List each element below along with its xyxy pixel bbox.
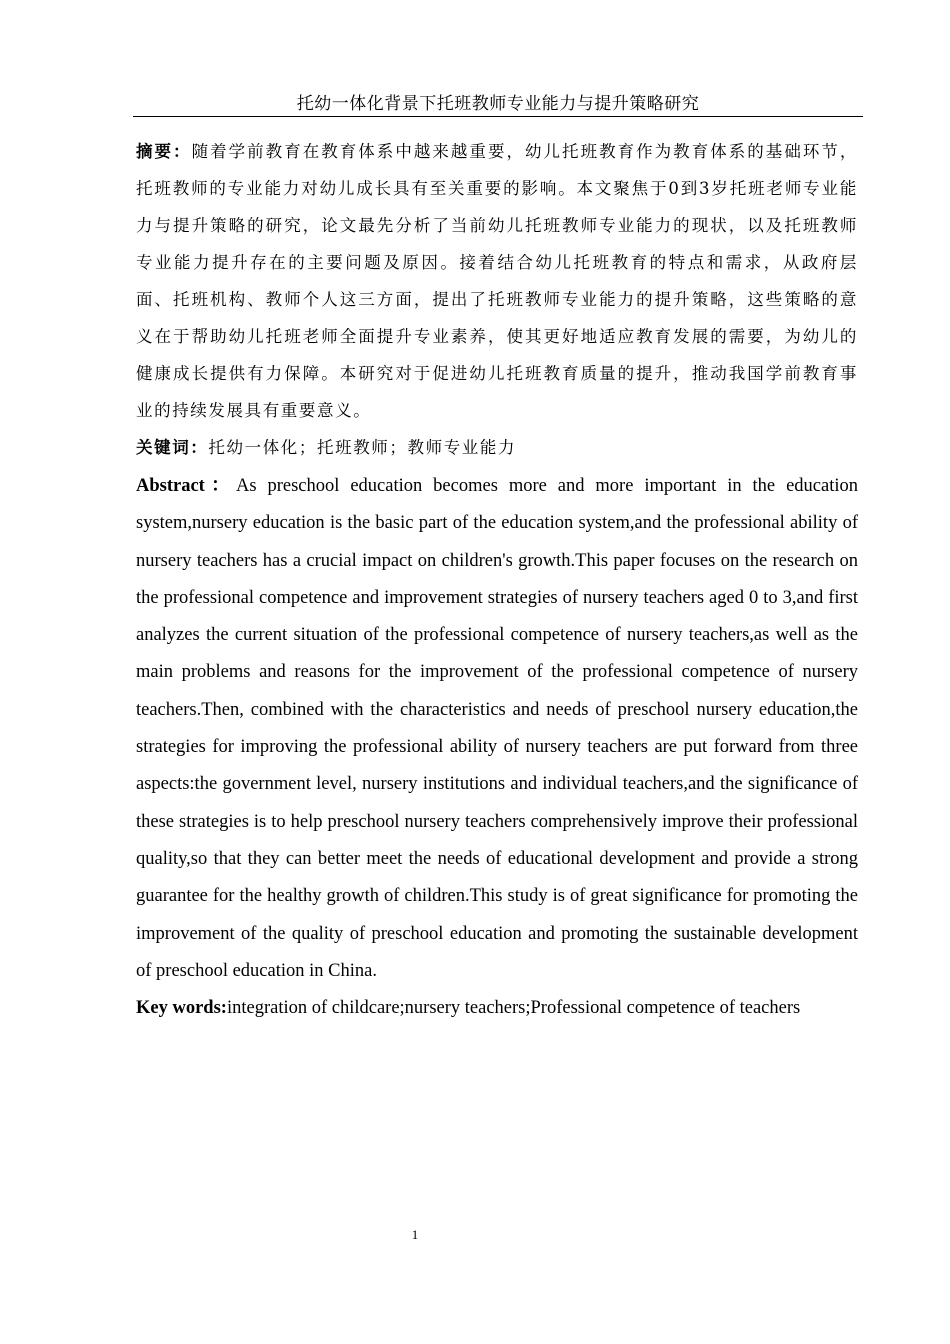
abstract-section [136,133,858,1027]
chinese-abstract [136,133,858,429]
english-abstract [136,468,858,990]
english-keywords-text: integration of childcare;nursery teachers;Professional competence of teachers [226,998,801,1019]
page-number: 1 [411,1227,419,1242]
english-abstract-label: Abstract： [136,476,236,496]
chinese-abstract-text: 随着学前教育在教育体系中越来越重要，幼儿托班教育作为教育体系的基础环节，托班教师的专业能力对幼儿成长具有至关重要的影响。本文聚焦于0到3岁托班老师专业能力与提升策略的研究，论文最先分析了当前幼儿托班教师专业能力的现状，以及托班教师专业能力提升存在的主要问题及原因。接着结合幼儿托班教育的特点和需求，从政府层面、托班机构、教师个人这三方面，提出了托班教师专业能力的提升策略，这些策略的意义在于帮助幼儿托班老师全面提升专业素养，使其更好地适应教育发展的需要，为幼儿的健康成长提供有力保障。本研究对于促进幼儿托班教育质量的提升，推动我国学前教育事业的持续发展具有重要意义。 [136,142,858,420]
chinese-keywords [136,429,858,466]
chinese-abstract-label: 摘要： [136,142,192,161]
english-keywords-label: Key words: [136,998,227,1019]
english-keywords [136,990,858,1027]
chinese-keywords-label: 关键词： [136,438,209,457]
english-abstract-text: As preschool education becomes more and more important in the education system,nursery education is the basic part of the education system,and the professional ability of nursery teachers has a crucial impact on children's growth.This paper focuses on the research on the professional competence and improvement strategies of nursery teachers aged 0 to 3,and first analyzes the current situation of the professional competence of nursery teachers,as well as the main problems and reasons for the improvement of the professional competence of nursery teachers.Then, combined with the characteristics and needs of preschool nursery education,the strategies for improving the professional ability of nursery teachers are put forward from three aspects:the government level, nursery institutions and individual teachers,and the significance of these strategies is to help preschool nursery teachers comprehensively improve their professional quality,so that they can better meet the needs of educational development and provide a strong guarantee for the healthy growth of children.This study is of great significance for promoting the improvement of the quality of preschool education and promoting the sustainable development of preschool education in China. [136,476,858,981]
header-divider [133,116,863,117]
page-header-title: 托幼一体化背景下托班教师专业能力与提升策略研究 [296,94,700,114]
chinese-keywords-text: 托幼一体化；托班教师；教师专业能力 [208,438,517,457]
